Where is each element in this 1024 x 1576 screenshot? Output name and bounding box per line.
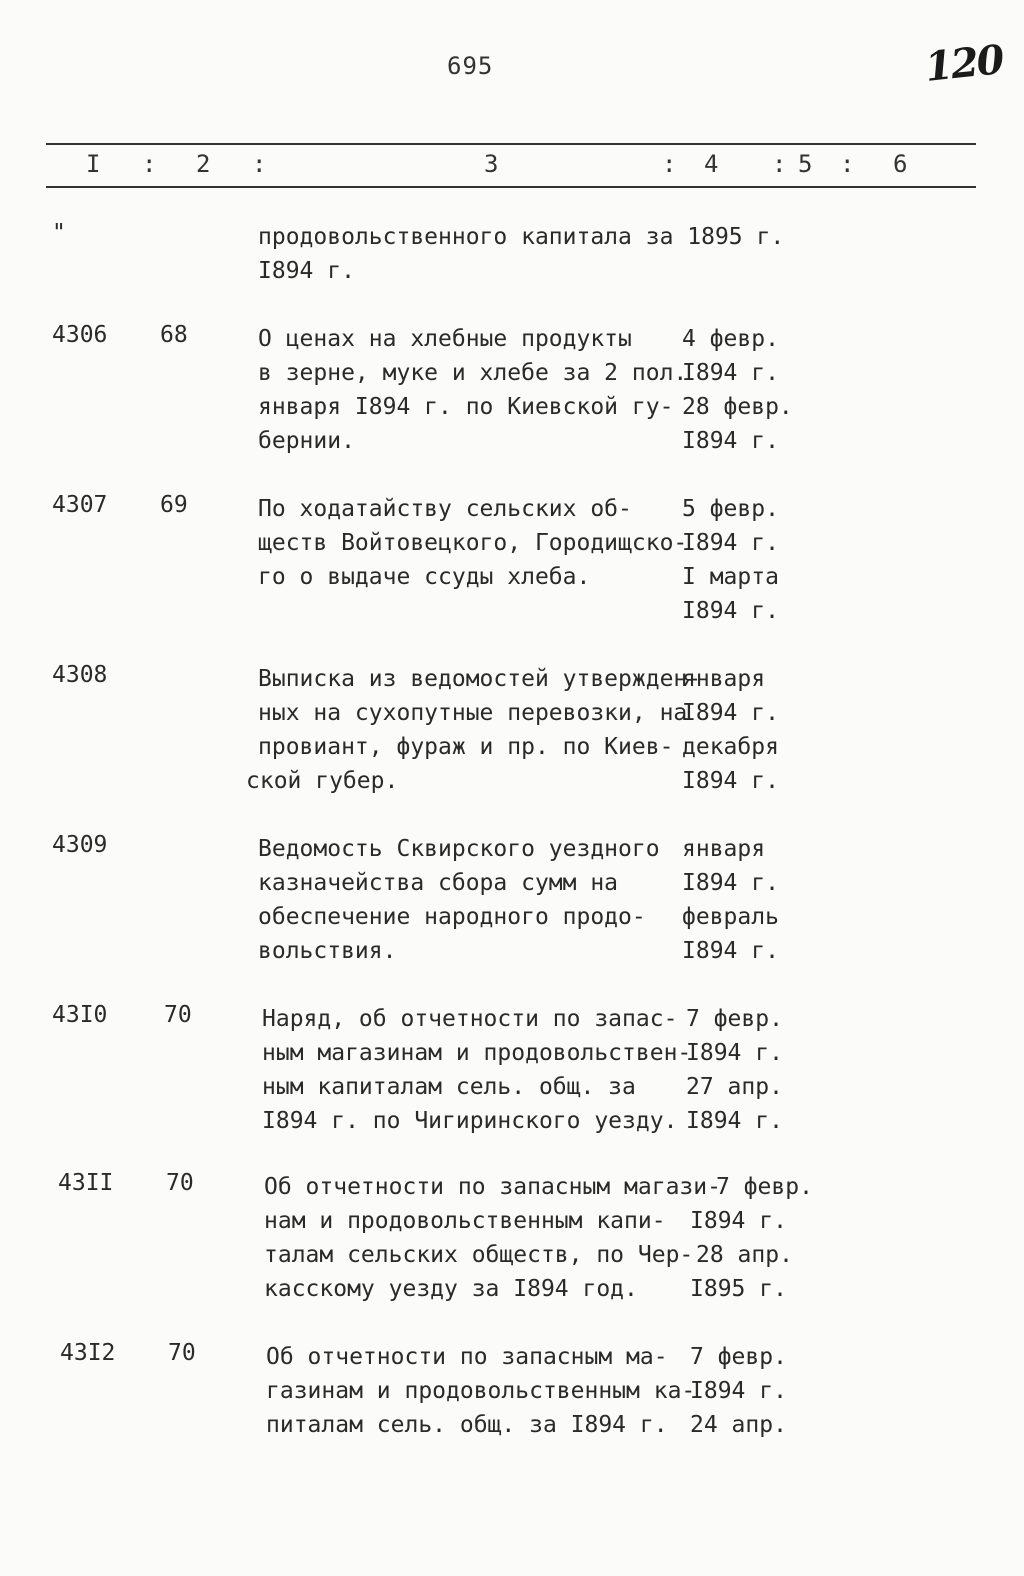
col-sep-5: : <box>840 150 855 178</box>
date-line: 28 апр. <box>696 1242 793 1268</box>
entry-number: 43I0 <box>52 1002 108 1028</box>
date-line: января <box>682 836 766 862</box>
date-line: I894 г. <box>682 360 779 386</box>
handwritten-folio-number: 120 <box>922 36 1005 91</box>
date-line: 27 апр. <box>686 1074 783 1100</box>
entry-sheet: 68 <box>160 322 188 348</box>
description-line: ным магазинам и продовольствен- <box>262 1040 692 1066</box>
description-line: ным капиталам сель. общ. за <box>262 1074 636 1100</box>
entry-dates <box>690 1170 813 1306</box>
col-sep-1: : <box>142 150 157 178</box>
description-line: обеспечение народного продо- <box>258 904 646 930</box>
col-header-4: 4 <box>704 150 719 178</box>
entry-description <box>246 662 702 798</box>
date-line: января <box>682 666 766 692</box>
date-line: I марта <box>682 564 779 590</box>
date-line: 7 февр. <box>686 1006 783 1032</box>
description-line: Об отчетности по запасным ма- <box>266 1344 668 1370</box>
description-line: ществ Войтовецкого, Городищско- <box>258 530 688 556</box>
page-number: 695 <box>447 52 494 80</box>
header-rule-top <box>46 143 976 145</box>
entry-number: 4307 <box>52 492 108 518</box>
col-sep-3: : <box>662 150 677 178</box>
col-header-1: I <box>86 150 101 178</box>
description-line: бернии. <box>258 428 355 454</box>
date-line: I895 г. <box>690 1276 787 1302</box>
entry-number: 43II <box>58 1170 114 1196</box>
entry-sheet: 69 <box>160 492 188 518</box>
description-line: По ходатайству сельских об- <box>258 496 632 522</box>
date-line: I894 г. <box>682 428 779 454</box>
entry-number: 43I2 <box>60 1340 116 1366</box>
description-line: питалам сель. общ. за I894 г. <box>266 1412 668 1438</box>
entry-sheet: 70 <box>166 1170 194 1196</box>
col-sep-2: : <box>252 150 267 178</box>
entry-dates <box>682 832 779 968</box>
col-header-5: 5 <box>798 150 813 178</box>
description-line: ных на сухопутные перевозки, на <box>258 700 688 726</box>
date-line: I894 г. <box>690 1378 787 1404</box>
entry-dates <box>682 322 793 458</box>
date-line: I894 г. <box>682 768 779 794</box>
description-line: продовольственного капитала за 1895 г. <box>258 224 785 250</box>
description-line: вольствия. <box>258 938 397 964</box>
description-line: I894 г. <box>258 258 355 284</box>
entry-dates <box>682 662 779 798</box>
header-rule-bottom <box>46 186 976 188</box>
col-header-6: 6 <box>893 150 908 178</box>
entry-description <box>266 1340 695 1442</box>
description-line: Об отчетности по запасным магази- <box>264 1174 721 1200</box>
entry-description <box>258 492 687 594</box>
date-line: I894 г. <box>682 938 779 964</box>
entry-number: 4309 <box>52 832 108 858</box>
entry-description <box>264 1170 721 1306</box>
description-line: ской губер. <box>246 768 399 794</box>
date-line: февраль <box>682 904 779 930</box>
description-line: газинам и продовольственным ка- <box>266 1378 696 1404</box>
description-line: января I894 г. по Киевской гу- <box>258 394 674 420</box>
entry-description <box>258 220 784 288</box>
date-line: I894 г. <box>682 870 779 896</box>
description-line: в зерне, муке и хлебе за 2 пол. <box>258 360 688 386</box>
entry-number: 4308 <box>52 662 108 688</box>
date-line: 24 апр. <box>690 1412 787 1438</box>
col-header-3: 3 <box>484 150 499 178</box>
description-line: Выписка из ведомостей утвержден- <box>258 666 702 692</box>
entry-description <box>258 832 660 968</box>
description-line: Наряд, об отчетности по запас- <box>262 1006 678 1032</box>
date-line: декабря <box>682 734 779 760</box>
description-line: I894 г. по Чигиринского уезду. <box>262 1108 678 1134</box>
entry-description <box>258 322 687 458</box>
description-line: го о выдаче ссуды хлеба. <box>258 564 591 590</box>
date-line: 7 февр. <box>690 1344 787 1370</box>
entry-description <box>262 1002 691 1138</box>
entry-sheet: 70 <box>164 1002 192 1028</box>
date-line: I894 г. <box>682 530 779 556</box>
description-line: нам и продовольственным капи- <box>264 1208 666 1234</box>
date-line: 7 февр. <box>716 1174 813 1200</box>
description-line: провиант, фураж и пр. по Киев- <box>258 734 674 760</box>
description-line: талам сельских обществ, по Чер- <box>264 1242 694 1268</box>
col-sep-4: : <box>772 150 787 178</box>
entry-number: 4306 <box>52 322 108 348</box>
date-line: I894 г. <box>682 700 779 726</box>
date-line: 28 февр. <box>682 394 793 420</box>
date-line: I894 г. <box>686 1108 783 1134</box>
description-line: казначейства сбора сумм на <box>258 870 619 896</box>
description-line: О ценах на хлебные продукты <box>258 326 632 352</box>
entry-number: " <box>52 220 66 246</box>
col-header-2: 2 <box>196 150 211 178</box>
description-line: Ведомость Сквирского уездного <box>258 836 660 862</box>
date-line: I894 г. <box>686 1040 783 1066</box>
date-line: 4 февр. <box>682 326 779 352</box>
date-line: I894 г. <box>682 598 779 624</box>
entry-dates <box>690 1340 787 1442</box>
entry-dates <box>682 492 779 628</box>
date-line: 5 февр. <box>682 496 779 522</box>
date-line: I894 г. <box>690 1208 787 1234</box>
entry-sheet: 70 <box>168 1340 196 1366</box>
entry-dates <box>686 1002 783 1138</box>
description-line: касскому уезду за I894 год. <box>264 1276 638 1302</box>
